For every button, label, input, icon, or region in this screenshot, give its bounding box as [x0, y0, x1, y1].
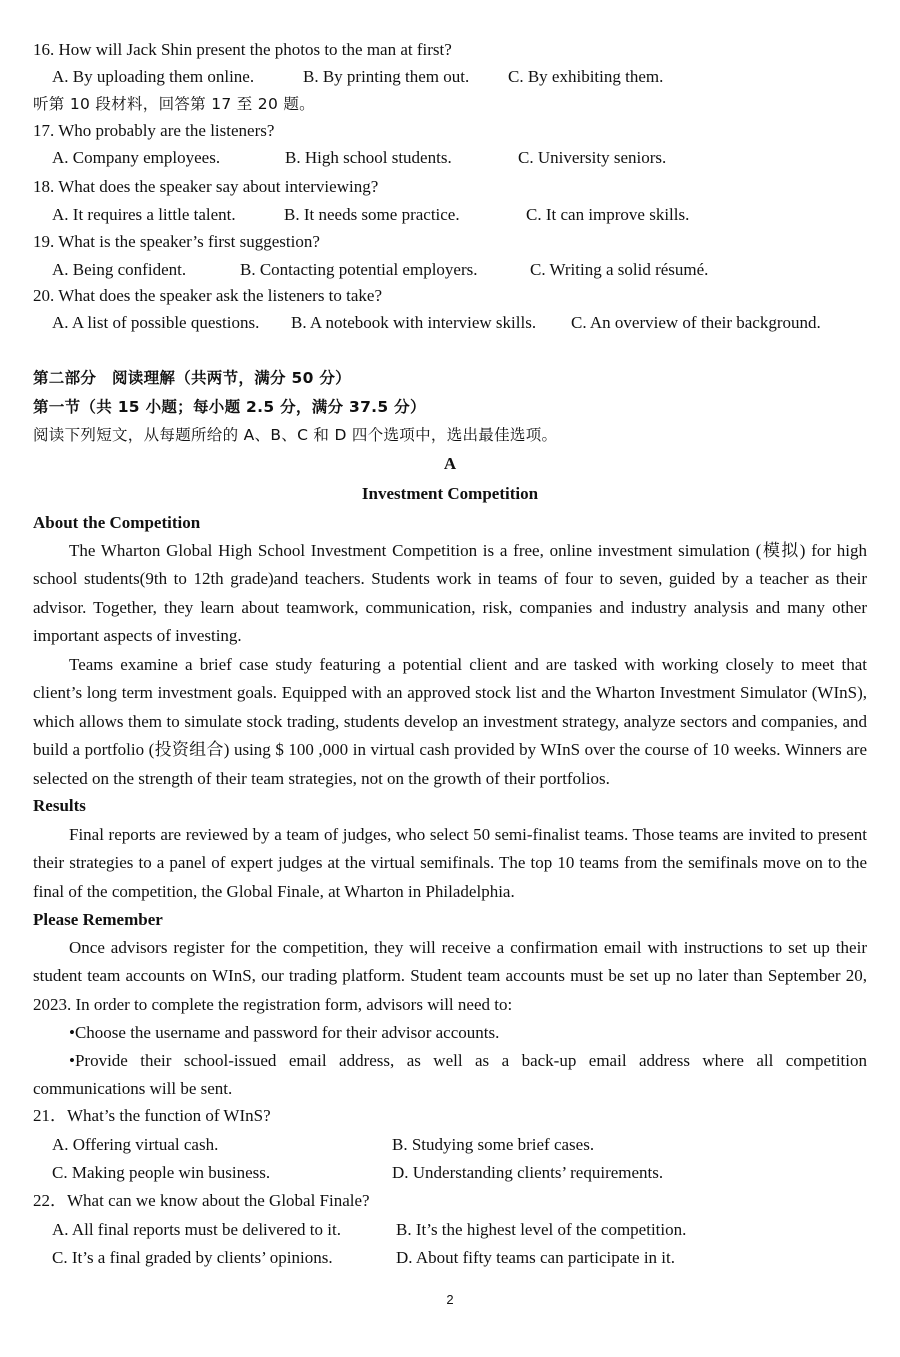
q18-option-a: A. It requires a little talent.: [52, 205, 236, 224]
part2-heading: 第二部分 阅读理解（共两节，满分 50 分）: [33, 369, 351, 387]
about-heading: About the Competition: [33, 513, 201, 532]
remember-paragraph: Once advisors register for the competition, they will receive a confirmation email with instructions to set up their student team accounts on WInS, our trading platform. Student team accounts must be set up no later than September 20, 2023. In order to complete the registration form, advisors will need to:: [33, 938, 867, 1014]
q16-option-a: A. By uploading them online.: [52, 67, 255, 86]
q19-option-b: B. Contacting potential employers.: [240, 260, 478, 279]
q22-option-a: A. All final reports must be delivered to it.: [52, 1220, 341, 1239]
question-16: 16. How will Jack Shin present the photos to the man at first?: [33, 40, 452, 59]
bullet-email: •Provide their school-issued email address, as well as a back-up email address where all competition communications will be sent.: [33, 1051, 867, 1099]
q17-option-b: B. High school students.: [285, 148, 452, 167]
q19-option-a: A. Being confident.: [52, 260, 187, 279]
q17-option-a: A. Company employees.: [52, 148, 221, 167]
q22-option-b: B. It’s the highest level of the competition.: [396, 1220, 687, 1239]
passage-title: Investment Competition: [361, 484, 539, 503]
q16-option-c: C. By exhibiting them.: [508, 67, 664, 86]
q17-option-c: C. University seniors.: [518, 148, 667, 167]
q16-option-b: B. By printing them out.: [303, 67, 470, 86]
q18-option-b: B. It needs some practice.: [284, 205, 460, 224]
q21-option-d: D. Understanding clients’ requirements.: [392, 1163, 664, 1182]
question-22: 22．What can we know about the Global Finale?: [33, 1191, 370, 1210]
q22-option-d: D. About fifty teams can participate in it.: [396, 1248, 676, 1267]
q21-option-c: C. Making people win business.: [52, 1163, 271, 1182]
q18-option-c: C. It can improve skills.: [526, 205, 690, 224]
q20-option-b: B. A notebook with interview skills.: [291, 313, 537, 332]
section1-heading: 第一节（共 15 小题；每小题 2.5 分，满分 37.5 分）: [33, 398, 426, 416]
q20-option-c: C. An overview of their background.: [571, 313, 821, 332]
q19-option-c: C. Writing a solid résumé.: [530, 260, 709, 279]
question-19: 19. What is the speaker’s first suggestion?: [33, 232, 320, 251]
passage-letter: A: [443, 454, 457, 473]
bullet-username: •Choose the username and password for their advisor accounts.: [69, 1023, 500, 1042]
page-number: 2: [446, 1292, 454, 1307]
question-17: 17. Who probably are the listeners?: [33, 121, 275, 140]
reading-instruction: 阅读下列短文，从每题所给的 A、B、C 和 D 四个选项中，选出最佳选项。: [33, 426, 558, 444]
q21-option-a: A. Offering virtual cash.: [52, 1135, 219, 1154]
q20-option-a: A. A list of possible questions.: [52, 313, 260, 332]
passage-10-instruction: 听第 10 段材料，回答第 17 至 20 题。: [33, 95, 315, 113]
q21-option-b: B. Studying some brief cases.: [392, 1135, 595, 1154]
remember-heading: Please Remember: [33, 910, 163, 929]
q22-option-c: C. It’s a final graded by clients’ opinions.: [52, 1248, 333, 1267]
results-heading: Results: [33, 796, 86, 815]
question-21: 21．What’s the function of WInS?: [33, 1106, 271, 1125]
about-paragraph-2: Teams examine a brief case study featuring a potential client and are tasked with working closely to meet that client’s long term investment goals. Equipped with an approved stock list and the Wharton Investment Simulator (WInS), which allows them to simulate stock trading, students develop an investment strategy, analyze sectors and companies, and build a portfolio (投资组合) using $ 100 ,000 in virtual cash provided by WInS over the course of 10 weeks. Winners are selected on the strength of their team strategies, not on the growth of their portfolios.: [33, 655, 867, 788]
question-18: 18. What does the speaker say about interviewing?: [33, 177, 379, 196]
results-paragraph: Final reports are reviewed by a team of judges, who select 50 semi-finalist teams. Those teams are invited to present their strategies to a panel of expert judges at the virtual semifinals. The top 10 teams from the semifinals move on to the final of the competition, the Global Finale, at Wharton in Philadelphia.: [33, 825, 867, 901]
question-20: 20. What does the speaker ask the listeners to take?: [33, 286, 383, 305]
about-paragraph-1: The Wharton Global High School Investment Competition is a free, online investment simulation (模拟) for high school students(9th to 12th grade)and teachers. Students work in teams of four to seven, guided by a teacher as their advisor. Together, they learn about teamwork, communication, risk, companies and industry analysis and many other important aspects of investing.: [33, 541, 867, 646]
